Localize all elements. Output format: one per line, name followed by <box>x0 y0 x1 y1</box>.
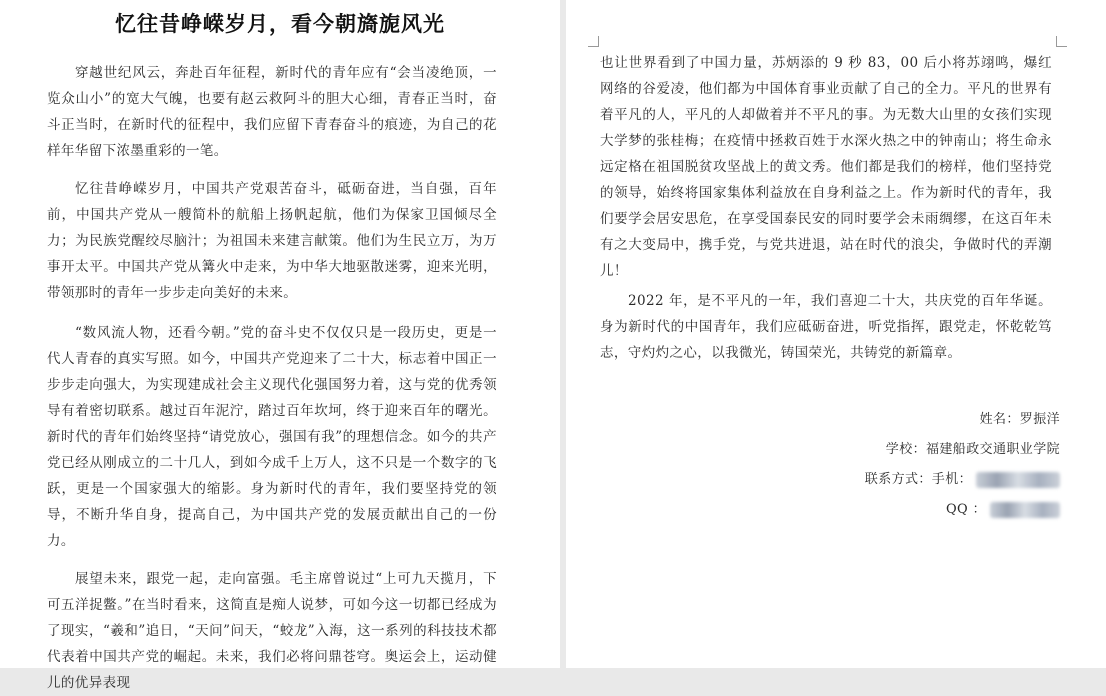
paragraph-1: 穿越世纪风云，奔赴百年征程，新时代的青年应有“会当凌绝顶，一览众山小”的宽大气魄，也要有赵云救阿斗的胆大心细，青春正当时，奋斗正当时，在新时代的征程中，我们应留下青春奋斗的痕迹，为自己的花样年华留下浓墨重彩的一笔。 <box>47 65 497 159</box>
redacted-qq <box>990 502 1060 518</box>
signature-contact <box>865 468 1060 488</box>
paragraph-2: 忆往昔峥嵘岁月，中国共产党艰苦奋斗，砥砺奋进，当自强，百年前，中国共产党从一艘简朴的航船上扬帆起航，他们为保家卫国倾尽全力；为民族党醒绞尽脑汁；为祖国未来建言献策。他们为生民立万，为万事开太平。中国共产党从篝火中走来，为中华大地驱散迷雾，迎来光明，带领那时的青年一步步走向美好的未来。 <box>47 181 497 301</box>
signature-qq <box>946 498 1060 518</box>
qq-label: QQ ： <box>945 502 986 517</box>
paragraph-6: 2022 年，是不平凡的一年，我们喜迎二十大，共庆党的百年华诞。身为新时代的中国青年，我们应砥砺奋进，听党指挥，跟党走，怀乾乾笃志，守灼灼之心，以我微光，铸国荣光，共铸党的新篇章。 <box>600 293 1052 361</box>
signature-name: 姓名：罗振洋 <box>979 412 1060 427</box>
contact-label: 联系方式：手机： <box>864 472 972 487</box>
paragraph-3: “数风流人物，还看今朝。”党的奋斗史不仅仅只是一段历史，更是一代人青春的真实写照。如今，中国共产党迎来了二十大，标志着中国正一步步走向强大，为实现建成社会主义现代化强国努力着，这与党的优秀领导有着密切联系。越过百年泥泞，踏过百年坎坷，终于迎来百年的曙光。新时代的青年们始终坚持“请党放心，强国有我”的理想信念。如今的共产党已经从刚成立的二十几人，到如今成千上万人，这不只是一个数字的飞跃，更是一个国家强大的缩影。身为新时代的青年，我们要坚持党的领导，不断升华自身，提高自己，为中国共产党的发展贡献出自己的一份力。 <box>47 325 497 549</box>
right-document-page <box>566 0 1106 668</box>
paragraph-4: 展望未来，跟党一起，走向富强。毛主席曾说过“上可九天揽月，下可五洋捉鳖。”在当时看来，这简直是痴人说梦，可如今这一切都已经成为了现实，“羲和”追日，“天问”问天，“蛟龙”入海，这一系列的科技技术都代表着中国共产党的崛起。未来，我们必将问鼎苍穹。奥运会上，运动健儿的优异表现 <box>47 571 497 691</box>
signature-school: 学校：福建船政交通职业学院 <box>885 442 1060 457</box>
page-corner-mark <box>588 36 599 47</box>
page-corner-mark <box>1056 36 1067 47</box>
document-title: 忆往昔峥嵘岁月，看今朝旖旎风光 <box>115 12 445 36</box>
redacted-phone <box>976 472 1060 488</box>
paragraph-5: 也让世界看到了中国力量，苏炳添的 9 秒 83，00 后小将苏翊鸣，爆红网络的谷爱凌，他们都为中国体育事业贡献了自己的全力。平凡的世界有着平凡的人，平凡的人却做着并不平凡的事。为无数大山里的女孩们实现大学梦的张桂梅；在疫情中拯救百姓于水深火热之中的钟南山；将生命永远定格在祖国脱贫攻坚战上的黄文秀。他们都是我们的榜样，他们坚持党的领导，始终将国家集体利益放在自身利益之上。作为新时代的青年，我们要学会居安思危，在享受国泰民安的同时要学会未雨绸缪，在这百年未有之大变局中，携手党，与党共进退，站在时代的浪尖，争做时代的弄潮儿！ <box>600 55 1052 279</box>
